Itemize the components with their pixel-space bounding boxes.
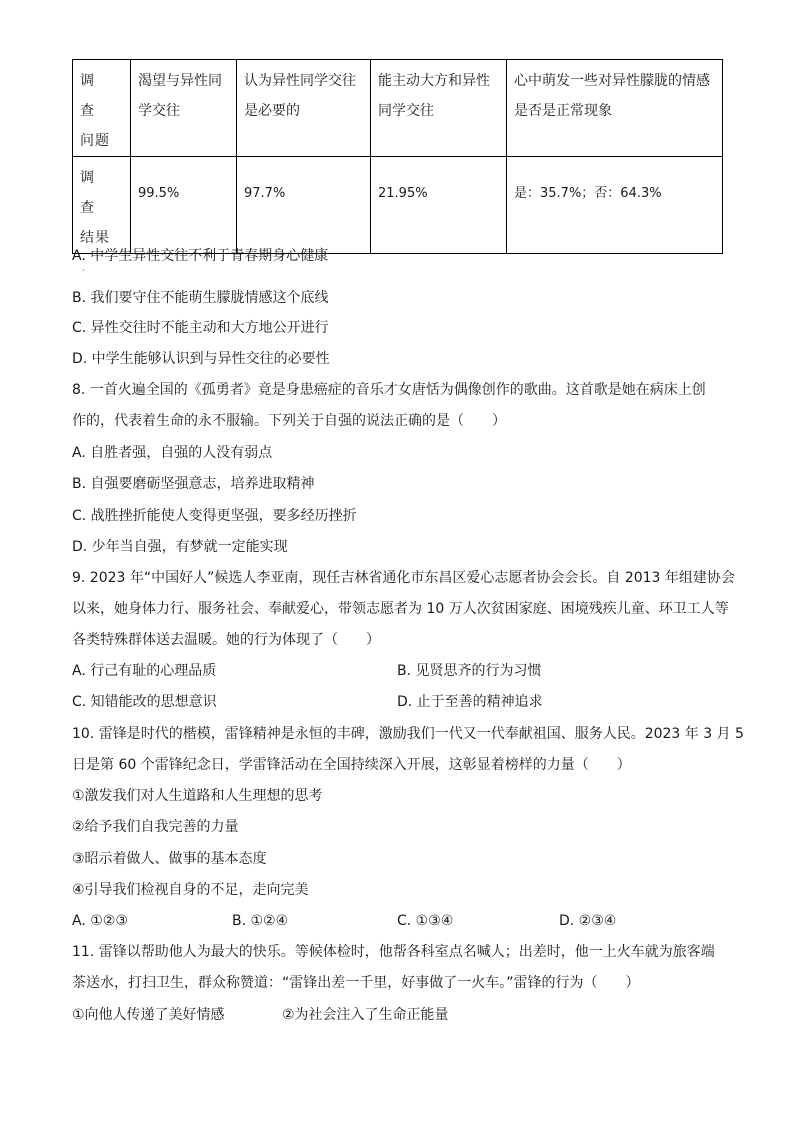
- table-cell: [507, 157, 723, 254]
- q10-statement-3: ③昭示着做人、做事的基本态度: [72, 851, 267, 867]
- header-cell: [237, 60, 371, 157]
- cell-value: 21.95%: [378, 186, 428, 201]
- q9-option-c: C. 知错能改的思想意识: [72, 694, 217, 710]
- q10-option-a: A. ①②③: [72, 913, 128, 929]
- cell-value: 是：35.7%；否：64.3%: [514, 186, 662, 201]
- table-cell: [131, 157, 237, 254]
- row-label-cell: [73, 157, 131, 254]
- cell-value: 97.7%: [244, 186, 286, 201]
- q8-option-b: B. 自强要磨砺坚强意志，培养进取精神: [72, 476, 315, 492]
- q7-option-d: D. 中学生能够认识到与异性交往的必要性: [72, 351, 330, 367]
- q8-stem-line2: 作的，代表着生命的永不服输。下列关于自强的说法正确的是（ ）: [72, 413, 506, 429]
- q11-statement-1: ①向他人传递了美好情感: [72, 1007, 225, 1023]
- q8-option-a: A. 自胜者强，自强的人没有弱点: [72, 445, 273, 461]
- header-text: 能主动大方和异性同学交往: [378, 73, 490, 119]
- table-cell: [371, 157, 507, 254]
- q9-stem-line3: 各类特殊群体送去温暖。她的行为体现了（ ）: [72, 632, 380, 648]
- stray-dot: ·: [82, 266, 85, 275]
- q10-statement-4: ④引导我们检视自身的不足，走向完美: [72, 882, 309, 898]
- q9-option-d: D. 止于至善的精神追求: [397, 694, 543, 710]
- q9-stem-line2: 以来，她身体力行、服务社会、奉献爱心，带领志愿者为 10 万人次贫困家庭、困境残疾儿童、环卫工人等: [72, 601, 729, 617]
- q8-option-d: D. 少年当自强，有梦就一定能实现: [72, 539, 288, 555]
- q8-stem-line1: 8. 一首火遍全国的《孤勇者》竟是身患癌症的音乐才女唐恬为偶像创作的歌曲。这首歌是她在病床上创: [72, 382, 706, 398]
- header-text: 心中萌发一些对异性朦胧的情感是否是正常现象: [514, 73, 710, 119]
- q10-option-b: B. ①②④: [232, 913, 289, 929]
- q7-option-b: B. 我们要守住不能萌生朦胧情感这个底线: [72, 290, 329, 306]
- q10-statement-2: ②给予我们自我完善的力量: [72, 819, 239, 835]
- row-label: 调 查 结果: [80, 170, 110, 246]
- q10-option-c: C. ①③④: [397, 913, 454, 929]
- header-cell: [131, 60, 237, 157]
- header-cell: [371, 60, 507, 157]
- q10-stem-line1: 10. 雷锋是时代的楷模，雷锋精神是永恒的丰碑，激励我们一代又一代奉献祖国、服务人民。2023 年 3 月 5: [72, 726, 744, 742]
- header-text: 渴望与异性同学交往: [138, 73, 222, 119]
- header-text: 认为异性同学交往是必要的: [244, 73, 356, 119]
- header-text: 调 查 问题: [80, 73, 110, 149]
- survey-table: [72, 59, 723, 254]
- q10-option-d: D. ②③④: [559, 913, 617, 929]
- q7-option-c: C. 异性交往时不能主动和大方地公开进行: [72, 320, 329, 336]
- q9-option-b: B. 见贤思齐的行为习惯: [397, 663, 542, 679]
- q11-statement-2: ②为社会注入了生命正能量: [282, 1007, 449, 1023]
- q9-stem-line1: 9. 2023 年“中国好人”候选人李亚南，现任吉林省通化市东昌区爱心志愿者协会会长。自 2013 年组建协会: [72, 570, 735, 586]
- table-cell: [237, 157, 371, 254]
- q10-statement-1: ①激发我们对人生道路和人生理想的思考: [72, 788, 323, 804]
- header-cell-question: [73, 60, 131, 157]
- cell-value: 99.5%: [138, 186, 180, 201]
- table-row: [73, 157, 723, 254]
- q11-stem-line1: 11. 雷锋以帮助他人为最大的快乐。等候体检时，他帮各科室点名喊人；出差时，他一上火车就为旅客端: [72, 944, 715, 960]
- q11-stem-line2: 茶送水，打扫卫生，群众称赞道：“雷锋出差一千里，好事做了一火车。”雷锋的行为（ ）: [72, 975, 640, 991]
- q9-option-a: A. 行己有耻的心理品质: [72, 663, 217, 679]
- table-header-row: [73, 60, 723, 157]
- q10-stem-line2: 日是第 60 个雷锋纪念日，学雷锋活动在全国持续深入开展，这彰显着榜样的力量（ ）: [72, 757, 631, 773]
- q7-option-a: A. 中学生异性交往不利于青春期身心健康: [72, 248, 329, 264]
- header-cell: [507, 60, 723, 157]
- q8-option-c: C. 战胜挫折能使人变得更坚强，要多经历挫折: [72, 508, 357, 524]
